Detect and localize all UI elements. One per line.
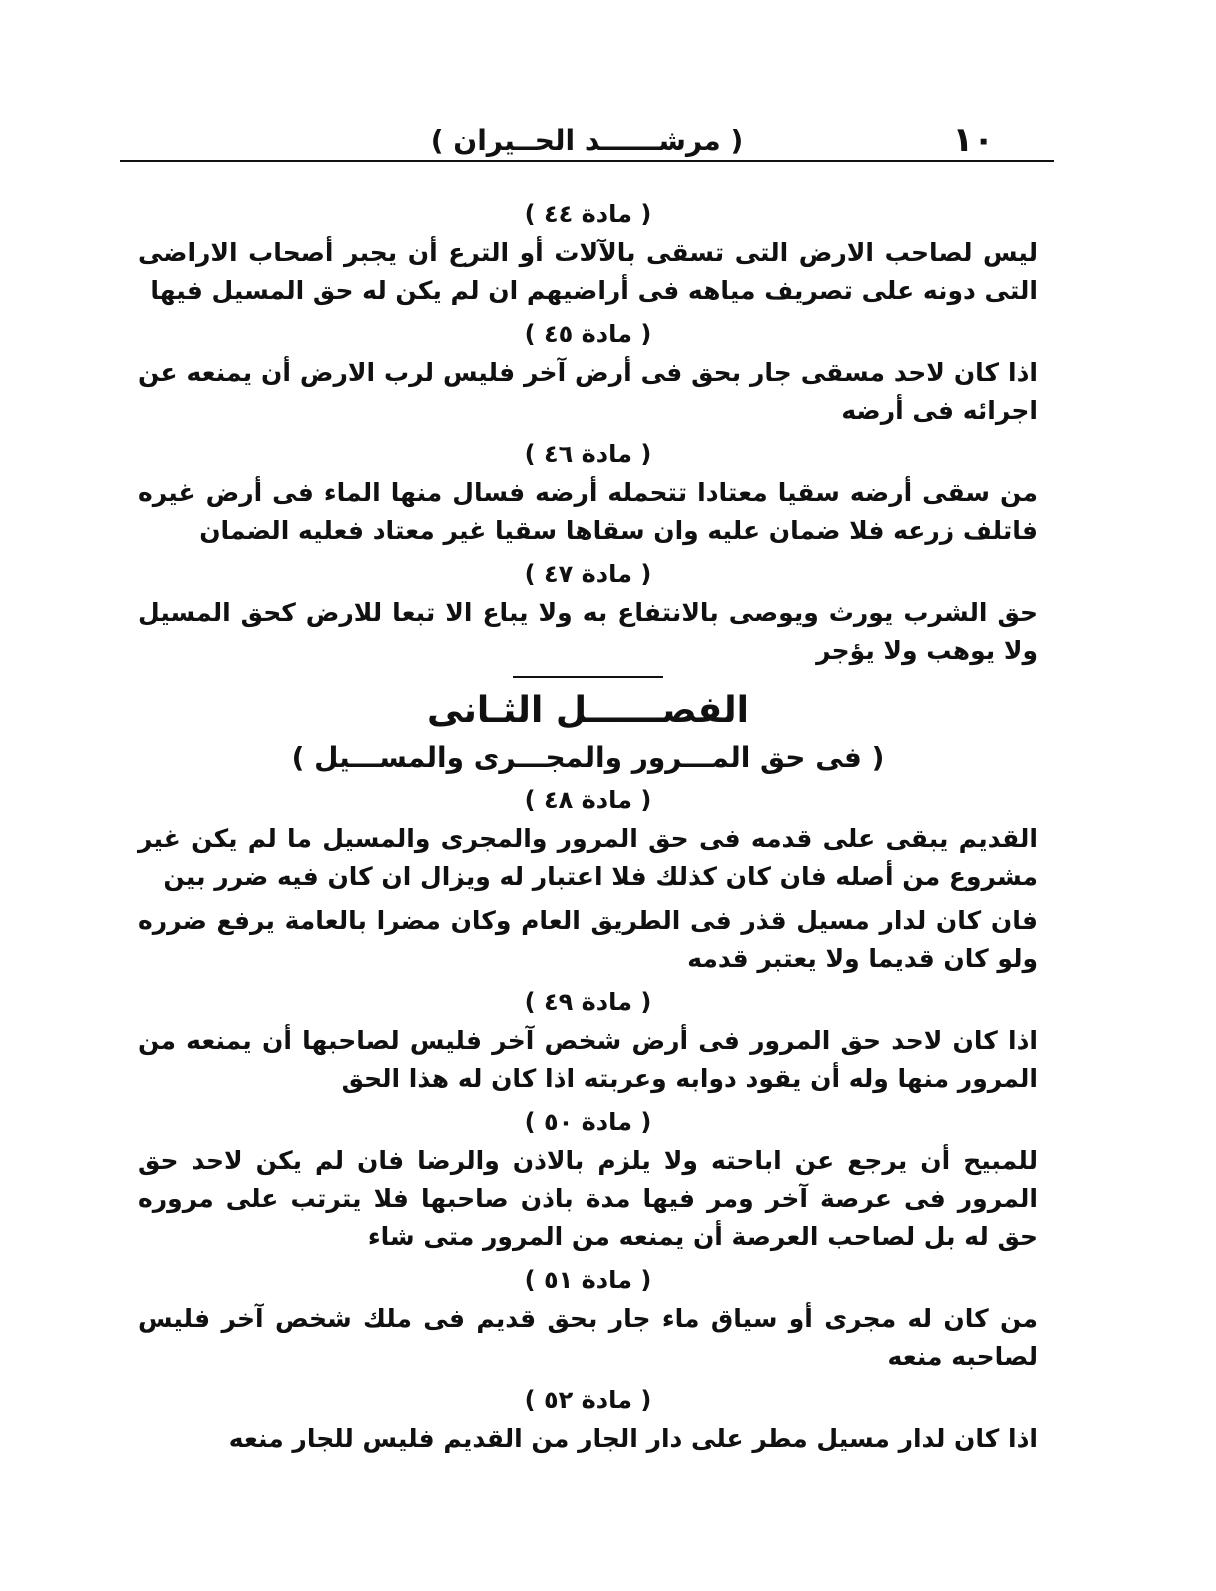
article-text: اذا كان لدار مسيل مطر على دار الجار من القديم فليس للجار منعه	[228, 1424, 1038, 1453]
section-divider	[513, 676, 663, 678]
chapter-title: الفصــــــل الثـانى	[426, 690, 750, 731]
article-heading: ( مادة ٥١ )	[524, 1266, 652, 1294]
article-50	[138, 1104, 1038, 1256]
article-text: فان كان لدار مسيل قذر فى الطريق العام وكان مضرا بالعامة يرفع ضرره ولو كان قديما ولا يعتبر قدمه	[138, 906, 1038, 973]
article-text: اذا كان لاحد مسقى جار بحق فى أرض آخر فليس لرب الارض أن يمنعه عن اجرائه فى أرضه	[138, 358, 1038, 425]
article-text: من كان له مجرى أو سياق ماء جار بحق قديم فى ملك شخص آخر فليس لصاحبه منعه	[138, 1304, 1038, 1371]
article-text: حق الشرب يورث ويوصى بالانتفاع به ولا يباع الا تبعا للارض كحق المسيل ولا يوهب ولا يؤجر	[138, 598, 1038, 665]
running-title: ( مرشــــــد الحــيران )	[430, 124, 744, 157]
article-51	[138, 1262, 1038, 1376]
article-49	[138, 984, 1038, 1098]
article-heading: ( مادة ٥٠ )	[524, 1108, 652, 1136]
header-rule	[120, 160, 1054, 162]
article-45	[138, 316, 1038, 430]
article-44	[138, 196, 1038, 310]
chapter-subtitle: ( فى حق المـــرور والمجـــرى والمســـيل )	[291, 741, 885, 774]
article-heading: ( مادة ٤٧ )	[524, 560, 652, 588]
article-heading: ( مادة ٤٥ )	[524, 320, 652, 348]
article-text: ليس لصاحب الارض التى تسقى بالآلات أو الترع أن يجبر أصحاب الاراضى التى دونه على تصريف مياهه فى أراضيهم ان لم يكن له حق المسيل فيها	[138, 238, 1038, 305]
article-52	[138, 1382, 1038, 1458]
page-number: ١٠	[952, 120, 994, 160]
article-heading: ( مادة ٤٦ )	[524, 440, 652, 468]
article-46	[138, 436, 1038, 550]
article-48	[138, 782, 1038, 978]
article-text: القديم يبقى على قدمه فى حق المرور والمجرى والمسيل ما لم يكن غير مشروع من أصله فان كان كذلك فلا اعتبار له ويزال ان كان فيه ضرر بين	[138, 824, 1038, 891]
article-47	[138, 556, 1038, 670]
article-heading: ( مادة ٥٢ )	[524, 1386, 652, 1414]
article-text: للمبيح أن يرجع عن اباحته ولا يلزم بالاذن والرضا فان لم يكن لاحد حق المرور فى عرصة آخر ومر فيها مدة باذن صاحبها فلا يترتب على مروره حق له بل لصاحب العرصة أن يمنعه من المرور متى شاء	[138, 1146, 1038, 1251]
page-content	[138, 196, 1038, 1464]
article-text: اذا كان لاحد حق المرور فى أرض شخص آخر فليس لصاحبها أن يمنعه من المرور منها وله أن يقود دوابه وعربته اذا كان له هذا الحق	[138, 1026, 1038, 1093]
article-heading: ( مادة ٤٨ )	[524, 786, 652, 814]
article-heading: ( مادة ٤٩ )	[524, 988, 652, 1016]
article-text: من سقى أرضه سقيا معتادا تتحمله أرضه فسال منها الماء فى أرض غيره فاتلف زرعه فلا ضمان عليه وان سقاها سقيا غير معتاد فعليه الضمان	[138, 478, 1038, 545]
article-heading: ( مادة ٤٤ )	[524, 200, 652, 228]
